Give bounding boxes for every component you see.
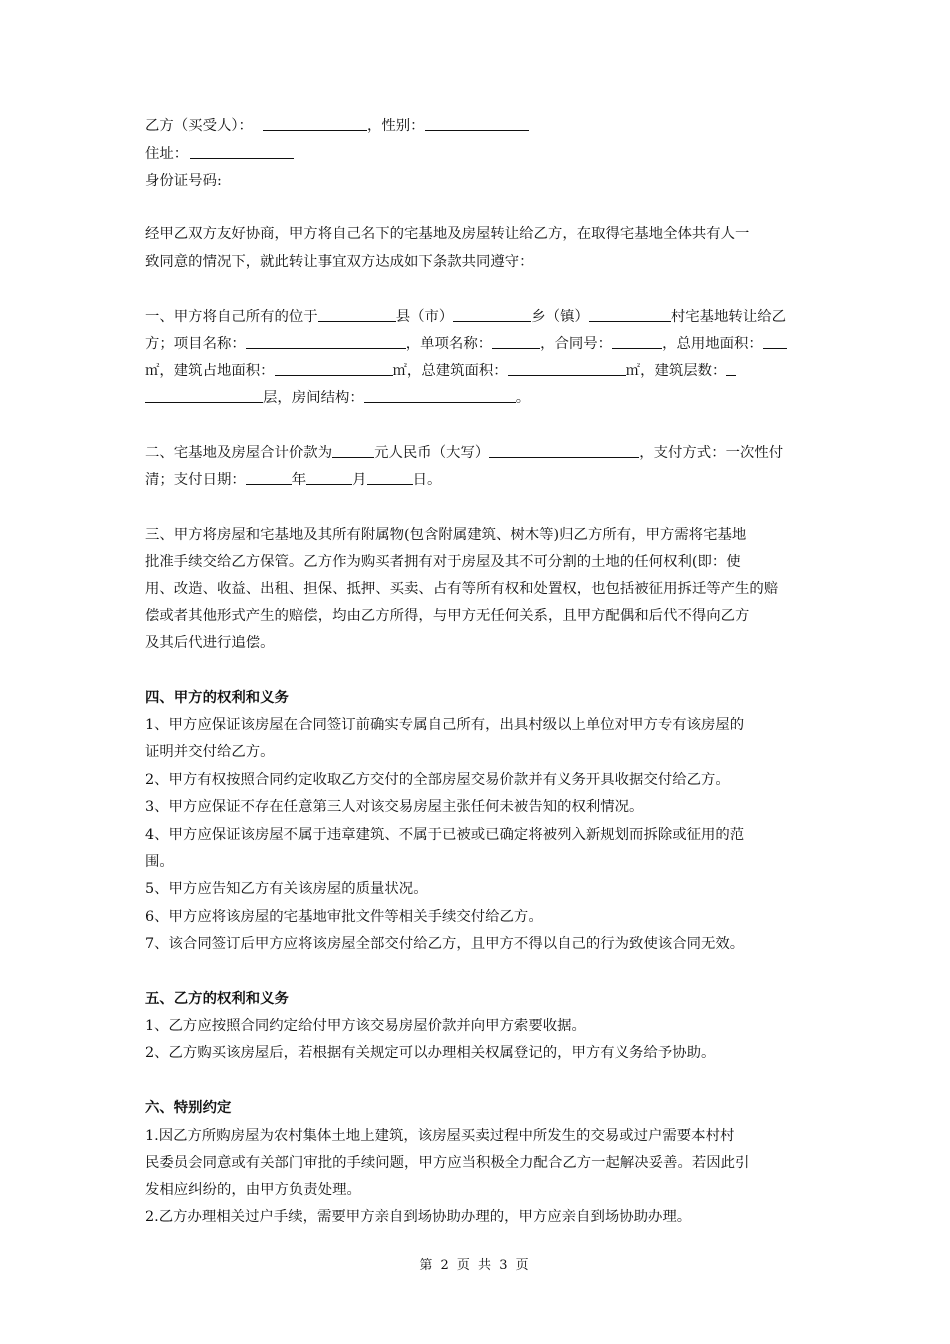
intro-line: 经甲乙双方友好协商，甲方将自己名下的宅基地及房屋转让给乙方，在取得宅基地全体共有人一 xyxy=(145,226,750,242)
section6-line: 民委员会同意或有关部门审批的手续问题，甲方应当积极全力配合乙方一起解决妥善。若因此引 xyxy=(145,1155,750,1171)
section4-line: 5、甲方应告知乙方有关该房屋的质量状况。 xyxy=(145,881,428,897)
clause1-text: 县（市） xyxy=(395,309,454,325)
price-blank xyxy=(332,443,374,458)
section6-line: 2.乙方办理相关过户手续，需要甲方亲自到场协助办理的，甲方应亲自到场协助办理。 xyxy=(145,1209,692,1225)
clause2-text: 二、宅基地及房屋合计价款为 xyxy=(145,445,333,461)
clause1-line-3 xyxy=(145,361,736,381)
section4-line: 3、甲方应保证不存在任意第三人对该交易房屋主张任何未被告知的权利情况。 xyxy=(145,799,644,815)
clause3-line: 及其后代进行追偿。 xyxy=(145,635,275,651)
buyer-name-line xyxy=(145,116,529,136)
price-words-blank xyxy=(489,443,639,458)
buyer-address-label: 住址： xyxy=(145,146,189,162)
project-name-blank xyxy=(246,334,406,349)
section5-line: 1、乙方应按照合同约定给付甲方该交易房屋价款并向甲方索要收据。 xyxy=(145,1018,586,1034)
clause1-text: 一、甲方将自己所有的位于 xyxy=(145,309,318,325)
section4-line: 围。 xyxy=(145,854,174,870)
item-name-blank xyxy=(492,334,540,349)
clause3-line: 批准手续交给乙方保管。乙方作为购买者拥有对于房屋及其不可分割的土地的任何权利(即：使 xyxy=(145,554,741,570)
section4-heading: 四、甲方的权利和义务 xyxy=(145,689,289,706)
village-blank xyxy=(589,307,671,322)
clause3-line: 三、甲方将房屋和宅基地及其所有附属物(包含附属建筑、树木等)归乙方所有，甲方需将宅基地 xyxy=(145,527,747,543)
clause2-text: 清；支付日期： xyxy=(145,472,246,488)
clause1-text: 村宅基地转让给乙 xyxy=(670,309,786,325)
section5-line: 2、乙方购买该房屋后，若根据有关规定可以办理相关权属登记的，甲方有义务给予协助。 xyxy=(145,1045,716,1061)
buyer-gender-blank xyxy=(425,116,529,131)
section4-line: 2、甲方有权按照合同约定收取乙方交付的全部房屋交易价款并有义务开具收据交付给乙方。 xyxy=(145,772,730,788)
clause1-text: 方；项目名称： xyxy=(145,336,246,352)
section4-line: 4、甲方应保证该房屋不属于违章建筑、不属于已被或已确定将被列入新规划而拆除或征用的范 xyxy=(145,827,745,843)
clause1-line-2 xyxy=(145,334,787,354)
buyer-address-blank xyxy=(190,144,294,159)
clause2-text: 月 xyxy=(352,472,367,488)
clause1-text: ，总用地面积： xyxy=(662,336,763,352)
clause1-text: ㎡，总建筑面积： xyxy=(392,363,508,379)
intro-line: 致同意的情况下，就此转让事宜双方达成如下条款共同遵守： xyxy=(145,254,534,270)
section6-line: 1.因乙方所购房屋为农村集体土地上建筑，该房屋买卖过程中所发生的交易或过户需要本村村 xyxy=(145,1128,735,1144)
clause2-text: 元人民币（大写） xyxy=(374,445,490,461)
section5-heading: 五、乙方的权利和义务 xyxy=(145,990,289,1007)
county-blank xyxy=(318,307,396,322)
section4-line: 7、该合同签订后甲方应将该房屋全部交付给乙方，且甲方不得以自己的行为致使该合同无效。 xyxy=(145,936,745,952)
page-number: 第 2 页 共 3 页 xyxy=(419,1258,531,1273)
buyer-id-label: 身份证号码: xyxy=(145,173,222,189)
clause1-text: 。 xyxy=(515,390,531,406)
clause1-text: 乡（镇） xyxy=(531,309,589,325)
clause2-text: ，支付方式：一次性付 xyxy=(639,445,784,461)
clause2-line-1 xyxy=(145,443,783,463)
building-area-blank xyxy=(508,361,626,376)
section6-line: 发相应纠纷的，由甲方负责处理。 xyxy=(145,1182,361,1198)
section4-line: 6、甲方应将该房屋的宅基地审批文件等相关手续交付给乙方。 xyxy=(145,909,543,925)
buyer-name-blank xyxy=(263,116,367,131)
year-blank xyxy=(246,470,292,485)
clause3-line: 偿或者其他形式产生的赔偿，均由乙方所得，与甲方无任何关系，且甲方配偶和后代不得向乙方 xyxy=(145,608,750,624)
clause1-text: ，单项名称： xyxy=(405,336,493,352)
month-blank xyxy=(306,470,352,485)
section4-line: 1、甲方应保证该房屋在合同签订前确实专属自己所有，出具村级以上单位对甲方专有该房屋的 xyxy=(145,717,745,733)
buyer-gender-label: ，性别： xyxy=(366,118,425,134)
clause2-text: 年 xyxy=(291,472,307,488)
clause1-line-1 xyxy=(145,307,786,327)
total-area-blank xyxy=(763,334,787,349)
buyer-address-line xyxy=(145,144,294,164)
clause2-line-2 xyxy=(145,470,441,490)
section4-line: 证明并交付给乙方。 xyxy=(145,744,275,760)
section6-heading: 六、特别约定 xyxy=(145,1099,232,1116)
footprint-area-blank xyxy=(275,361,393,376)
floors-blank-continued xyxy=(145,388,263,403)
clause1-text: ㎡，建筑占地面积： xyxy=(145,363,275,379)
buyer-name-label: 乙方（买受人）： xyxy=(145,118,253,134)
floors-blank xyxy=(726,361,736,376)
clause1-text: ㎡，建筑层数： xyxy=(625,363,727,379)
contract-no-blank xyxy=(612,334,662,349)
clause1-text: ，合同号： xyxy=(540,336,613,352)
clause2-text: 日。 xyxy=(412,472,442,488)
clause1-line-4 xyxy=(145,388,530,408)
clause3-line: 用、改造、收益、出租、担保、抵押、买卖、占有等所有权和处置权，也包括被征用拆迁等产生的赔 xyxy=(145,581,779,597)
clause1-text: 层，房间结构： xyxy=(263,390,364,406)
buyer-id-line xyxy=(145,171,222,191)
township-blank xyxy=(453,307,531,322)
room-structure-blank xyxy=(364,388,516,403)
day-blank xyxy=(367,470,413,485)
